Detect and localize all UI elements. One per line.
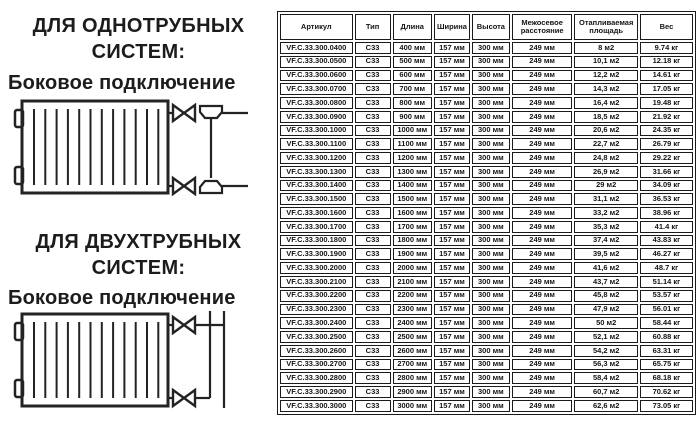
table-cell: 157 мм: [434, 372, 470, 384]
table-cell: 157 мм: [434, 331, 470, 343]
union-fitting-icon: [200, 106, 222, 118]
table-cell: 300 мм: [472, 166, 510, 178]
table-cell: 157 мм: [434, 386, 470, 398]
table-cell: C33: [355, 290, 391, 302]
table-cell: 2100 мм: [393, 276, 433, 288]
table-cell: 34.09 кг: [640, 180, 693, 192]
table-cell: 157 мм: [434, 193, 470, 205]
table-row: [280, 317, 693, 329]
table-cell: 157 мм: [434, 111, 470, 123]
table-cell: 157 мм: [434, 400, 470, 412]
table-cell: C33: [355, 207, 391, 219]
header-type: Тип: [355, 14, 391, 40]
table-cell: C33: [355, 359, 391, 371]
table-cell: 500 мм: [393, 56, 433, 68]
table-cell: VF.C.33.300.1000: [280, 125, 353, 137]
table-cell: VF.C.33.300.0800: [280, 97, 353, 109]
table-cell: 2200 мм: [393, 290, 433, 302]
table-cell: 157 мм: [434, 166, 470, 178]
single-pipe-diagram: [6, 98, 264, 200]
table-cell: 157 мм: [434, 304, 470, 316]
table-cell: 249 мм: [512, 290, 573, 302]
left-panel: [0, 0, 277, 421]
table-cell: 1100 мм: [393, 138, 433, 150]
title-line: ДЛЯ ДВУХТРУБНЫХ: [35, 231, 242, 253]
table-row: [280, 152, 693, 164]
table-cell: 300 мм: [472, 42, 510, 54]
table-cell: 300 мм: [472, 193, 510, 205]
table-cell: C33: [355, 125, 391, 137]
table-cell: VF.C.33.300.2100: [280, 276, 353, 288]
table-cell: VF.C.33.300.1500: [280, 193, 353, 205]
table-row: [280, 138, 693, 150]
table-cell: 52,1 м2: [574, 331, 637, 343]
table-cell: 2000 мм: [393, 262, 433, 274]
table-cell: C33: [355, 386, 391, 398]
radiator-tab-icon: [15, 167, 23, 184]
header-width: Ширина: [434, 14, 470, 40]
table-cell: 157 мм: [434, 290, 470, 302]
table-cell: 249 мм: [512, 235, 573, 247]
table-cell: 300 мм: [472, 290, 510, 302]
table-cell: 300 мм: [472, 83, 510, 95]
table-cell: 157 мм: [434, 207, 470, 219]
table-cell: VF.C.33.300.2000: [280, 262, 353, 274]
table-cell: 60.88 кг: [640, 331, 693, 343]
table-cell: C33: [355, 221, 391, 233]
radiator-tab-icon: [15, 380, 23, 397]
table-cell: VF.C.33.300.2500: [280, 331, 353, 343]
table-cell: 157 мм: [434, 70, 470, 82]
table-row: [280, 70, 693, 82]
table-row: [280, 83, 693, 95]
table-cell: 249 мм: [512, 42, 573, 54]
table-cell: VF.C.33.300.3000: [280, 400, 353, 412]
table-cell: VF.C.33.300.1100: [280, 138, 353, 150]
table-cell: 68.18 кг: [640, 372, 693, 384]
table-cell: 249 мм: [512, 276, 573, 288]
table-cell: C33: [355, 83, 391, 95]
table-cell: C33: [355, 111, 391, 123]
header-axle-distance: Межосевое расстояние: [512, 14, 573, 40]
table-cell: 48.7 кг: [640, 262, 693, 274]
table-row: [280, 221, 693, 233]
table-cell: 600 мм: [393, 70, 433, 82]
table-cell: 300 мм: [472, 235, 510, 247]
valve-icon: [173, 317, 195, 333]
table-row: [280, 276, 693, 288]
table-cell: 300 мм: [472, 400, 510, 412]
table-cell: 1500 мм: [393, 193, 433, 205]
table-cell: 157 мм: [434, 42, 470, 54]
table-cell: 249 мм: [512, 125, 573, 137]
table-cell: 2700 мм: [393, 359, 433, 371]
table-cell: 1800 мм: [393, 235, 433, 247]
two-pipe-section-title: [0, 229, 277, 281]
table-cell: 29.22 кг: [640, 152, 693, 164]
table-cell: VF.C.33.300.1200: [280, 152, 353, 164]
table-cell: 24,8 м2: [574, 152, 637, 164]
table-row: [280, 207, 693, 219]
table-cell: VF.C.33.300.1400: [280, 180, 353, 192]
title-line: СИСТЕМ:: [91, 41, 186, 63]
table-cell: 2400 мм: [393, 317, 433, 329]
table-cell: VF.C.33.300.1700: [280, 221, 353, 233]
radiator-tab-icon: [15, 323, 23, 340]
table-cell: C33: [355, 276, 391, 288]
table-cell: 41,6 м2: [574, 262, 637, 274]
table-cell: C33: [355, 331, 391, 343]
table-cell: 700 мм: [393, 83, 433, 95]
table-row: [280, 262, 693, 274]
table-row: [280, 56, 693, 68]
table-cell: 46.27 кг: [640, 248, 693, 260]
table-cell: 54,2 м2: [574, 345, 637, 357]
table-cell: VF.C.33.300.2300: [280, 304, 353, 316]
table-row: [280, 290, 693, 302]
table-row: [280, 193, 693, 205]
table-cell: 249 мм: [512, 221, 573, 233]
table-cell: 62,6 м2: [574, 400, 637, 412]
table-cell: 14,3 м2: [574, 83, 637, 95]
table-cell: 73.05 кг: [640, 400, 693, 412]
table-cell: 300 мм: [472, 221, 510, 233]
table-cell: C33: [355, 317, 391, 329]
table-cell: 2900 мм: [393, 386, 433, 398]
table-cell: 157 мм: [434, 138, 470, 150]
valve-icon: [173, 105, 195, 121]
table-cell: 300 мм: [472, 317, 510, 329]
table-cell: 157 мм: [434, 276, 470, 288]
table-cell: 26.79 кг: [640, 138, 693, 150]
table-cell: VF.C.33.300.1900: [280, 248, 353, 260]
radiator-fins-icon: [34, 322, 158, 398]
table-cell: 47,9 м2: [574, 304, 637, 316]
table-row: [280, 331, 693, 343]
table-cell: 50 м2: [574, 317, 637, 329]
table-cell: 300 мм: [472, 345, 510, 357]
header-length: Длина: [393, 14, 433, 40]
table-row: [280, 125, 693, 137]
table-cell: 157 мм: [434, 235, 470, 247]
table-cell: 1300 мм: [393, 166, 433, 178]
table-cell: VF.C.33.300.0900: [280, 111, 353, 123]
table-cell: 26,9 м2: [574, 166, 637, 178]
spec-table-body: [280, 42, 693, 412]
table-row: [280, 304, 693, 316]
table-cell: 3000 мм: [393, 400, 433, 412]
table-cell: 157 мм: [434, 221, 470, 233]
table-cell: 56.01 кг: [640, 304, 693, 316]
table-cell: 33,2 м2: [574, 207, 637, 219]
table-cell: C33: [355, 56, 391, 68]
table-cell: C33: [355, 304, 391, 316]
table-cell: 300 мм: [472, 180, 510, 192]
table-cell: 249 мм: [512, 248, 573, 260]
table-cell: 300 мм: [472, 70, 510, 82]
table-cell: 45,8 м2: [574, 290, 637, 302]
table-cell: 70.62 кг: [640, 386, 693, 398]
table-cell: 1600 мм: [393, 207, 433, 219]
table-cell: VF.C.33.300.2800: [280, 372, 353, 384]
table-cell: 249 мм: [512, 359, 573, 371]
table-cell: VF.C.33.300.2600: [280, 345, 353, 357]
valve-icon: [173, 390, 195, 406]
table-cell: 157 мм: [434, 248, 470, 260]
table-cell: 300 мм: [472, 125, 510, 137]
title-line: СИСТЕМ:: [91, 257, 186, 279]
table-cell: 249 мм: [512, 111, 573, 123]
table-cell: 249 мм: [512, 70, 573, 82]
spec-table: [277, 11, 696, 415]
table-cell: 300 мм: [472, 331, 510, 343]
table-cell: 157 мм: [434, 97, 470, 109]
single-pipe-connection-subtitle: Боковое подключение: [8, 72, 236, 94]
table-cell: 10,1 м2: [574, 56, 637, 68]
table-cell: C33: [355, 138, 391, 150]
table-row: [280, 400, 693, 412]
table-cell: 157 мм: [434, 359, 470, 371]
table-row: [280, 235, 693, 247]
table-cell: 24.35 кг: [640, 125, 693, 137]
table-cell: 29 м2: [574, 180, 637, 192]
table-cell: C33: [355, 70, 391, 82]
table-cell: 249 мм: [512, 166, 573, 178]
table-cell: 38.96 кг: [640, 207, 693, 219]
table-cell: VF.C.33.300.1300: [280, 166, 353, 178]
table-cell: 60,7 м2: [574, 386, 637, 398]
table-cell: 157 мм: [434, 56, 470, 68]
spec-table-header: [280, 14, 693, 40]
table-row: [280, 359, 693, 371]
spec-table-panel: [277, 11, 696, 415]
table-cell: VF.C.33.300.1800: [280, 235, 353, 247]
table-cell: 249 мм: [512, 83, 573, 95]
table-cell: 249 мм: [512, 56, 573, 68]
table-cell: 300 мм: [472, 386, 510, 398]
table-cell: C33: [355, 42, 391, 54]
table-cell: 2500 мм: [393, 331, 433, 343]
table-cell: VF.C.33.300.0600: [280, 70, 353, 82]
table-cell: C33: [355, 152, 391, 164]
table-row: [280, 372, 693, 384]
table-cell: 20,6 м2: [574, 125, 637, 137]
header-row: [280, 14, 693, 40]
table-cell: 22,7 м2: [574, 138, 637, 150]
table-cell: 300 мм: [472, 304, 510, 316]
table-cell: 249 мм: [512, 138, 573, 150]
table-cell: 300 мм: [472, 56, 510, 68]
table-cell: 157 мм: [434, 125, 470, 137]
table-cell: 300 мм: [472, 152, 510, 164]
table-cell: 157 мм: [434, 262, 470, 274]
table-cell: C33: [355, 97, 391, 109]
single-pipe-diagram-svg: [6, 98, 264, 200]
table-cell: 300 мм: [472, 276, 510, 288]
table-cell: 35,3 м2: [574, 221, 637, 233]
header-article: Артикул: [280, 14, 353, 40]
table-cell: 157 мм: [434, 83, 470, 95]
table-cell: 41.4 кг: [640, 221, 693, 233]
valve-icon: [173, 178, 195, 194]
table-cell: 249 мм: [512, 193, 573, 205]
table-cell: 31,1 м2: [574, 193, 637, 205]
table-row: [280, 42, 693, 54]
table-cell: 300 мм: [472, 248, 510, 260]
table-row: [280, 111, 693, 123]
table-cell: 9.74 кг: [640, 42, 693, 54]
table-cell: C33: [355, 345, 391, 357]
table-cell: 300 мм: [472, 262, 510, 274]
table-cell: 39,5 м2: [574, 248, 637, 260]
table-row: [280, 97, 693, 109]
table-cell: 43,7 м2: [574, 276, 637, 288]
table-cell: C33: [355, 235, 391, 247]
table-cell: 2300 мм: [393, 304, 433, 316]
table-cell: C33: [355, 372, 391, 384]
table-cell: VF.C.33.300.2400: [280, 317, 353, 329]
table-cell: 249 мм: [512, 207, 573, 219]
table-cell: 300 мм: [472, 138, 510, 150]
table-cell: 12.18 кг: [640, 56, 693, 68]
table-cell: VF.C.33.300.0500: [280, 56, 353, 68]
header-weight: Вес: [640, 14, 693, 40]
table-cell: C33: [355, 400, 391, 412]
table-cell: 21.92 кг: [640, 111, 693, 123]
table-row: [280, 345, 693, 357]
union-fitting-icon: [200, 181, 222, 193]
table-cell: 900 мм: [393, 111, 433, 123]
table-cell: 43.83 кг: [640, 235, 693, 247]
table-row: [280, 180, 693, 192]
table-cell: 157 мм: [434, 180, 470, 192]
table-cell: 1700 мм: [393, 221, 433, 233]
table-cell: 14.61 кг: [640, 70, 693, 82]
table-cell: 58,4 м2: [574, 372, 637, 384]
table-cell: 53.57 кг: [640, 290, 693, 302]
table-cell: VF.C.33.300.2700: [280, 359, 353, 371]
table-cell: C33: [355, 180, 391, 192]
table-cell: 16,4 м2: [574, 97, 637, 109]
table-cell: C33: [355, 262, 391, 274]
table-cell: 300 мм: [472, 207, 510, 219]
table-cell: 249 мм: [512, 180, 573, 192]
table-cell: 249 мм: [512, 372, 573, 384]
table-cell: 8 м2: [574, 42, 637, 54]
table-cell: 249 мм: [512, 331, 573, 343]
table-cell: 249 мм: [512, 317, 573, 329]
radiator-tab-icon: [15, 110, 23, 127]
table-cell: 1200 мм: [393, 152, 433, 164]
two-pipe-connection-subtitle: Боковое подключение: [8, 287, 236, 309]
table-cell: 249 мм: [512, 345, 573, 357]
table-cell: 65.75 кг: [640, 359, 693, 371]
table-cell: VF.C.33.300.0700: [280, 83, 353, 95]
table-cell: 2600 мм: [393, 345, 433, 357]
table-cell: 19.48 кг: [640, 97, 693, 109]
table-cell: 300 мм: [472, 372, 510, 384]
table-cell: VF.C.33.300.2900: [280, 386, 353, 398]
title-line: ДЛЯ ОДНОТРУБНЫХ: [32, 15, 245, 37]
header-height: Высота: [472, 14, 510, 40]
table-cell: 51.14 кг: [640, 276, 693, 288]
table-cell: 249 мм: [512, 400, 573, 412]
two-pipe-diagram-svg: [6, 308, 264, 418]
two-pipe-diagram: [6, 308, 264, 418]
table-cell: 58.44 кг: [640, 317, 693, 329]
table-cell: 800 мм: [393, 97, 433, 109]
table-cell: C33: [355, 193, 391, 205]
table-row: [280, 386, 693, 398]
table-cell: 249 мм: [512, 97, 573, 109]
table-cell: C33: [355, 248, 391, 260]
table-cell: VF.C.33.300.2200: [280, 290, 353, 302]
single-pipe-section-title: [0, 13, 277, 65]
table-cell: 31.66 кг: [640, 166, 693, 178]
table-cell: 400 мм: [393, 42, 433, 54]
table-cell: C33: [355, 166, 391, 178]
table-cell: 56,3 м2: [574, 359, 637, 371]
table-cell: 157 мм: [434, 317, 470, 329]
table-cell: 37,4 м2: [574, 235, 637, 247]
table-cell: VF.C.33.300.1600: [280, 207, 353, 219]
table-cell: 249 мм: [512, 386, 573, 398]
header-heated-area: Отапливаемая площадь: [574, 14, 637, 40]
table-cell: 1400 мм: [393, 180, 433, 192]
table-cell: 300 мм: [472, 111, 510, 123]
table-cell: 1900 мм: [393, 248, 433, 260]
table-cell: VF.C.33.300.0400: [280, 42, 353, 54]
table-cell: 2800 мм: [393, 372, 433, 384]
table-cell: 249 мм: [512, 262, 573, 274]
radiator-fins-icon: [34, 109, 158, 185]
table-cell: 18,5 м2: [574, 111, 637, 123]
table-cell: 63.31 кг: [640, 345, 693, 357]
table-cell: 300 мм: [472, 359, 510, 371]
table-cell: 300 мм: [472, 97, 510, 109]
table-cell: 17.05 кг: [640, 83, 693, 95]
table-cell: 249 мм: [512, 152, 573, 164]
table-cell: 249 мм: [512, 304, 573, 316]
table-cell: 36.53 кг: [640, 193, 693, 205]
table-row: [280, 248, 693, 260]
table-cell: 12,2 м2: [574, 70, 637, 82]
table-cell: 1000 мм: [393, 125, 433, 137]
table-cell: 157 мм: [434, 152, 470, 164]
table-row: [280, 166, 693, 178]
table-cell: 157 мм: [434, 345, 470, 357]
